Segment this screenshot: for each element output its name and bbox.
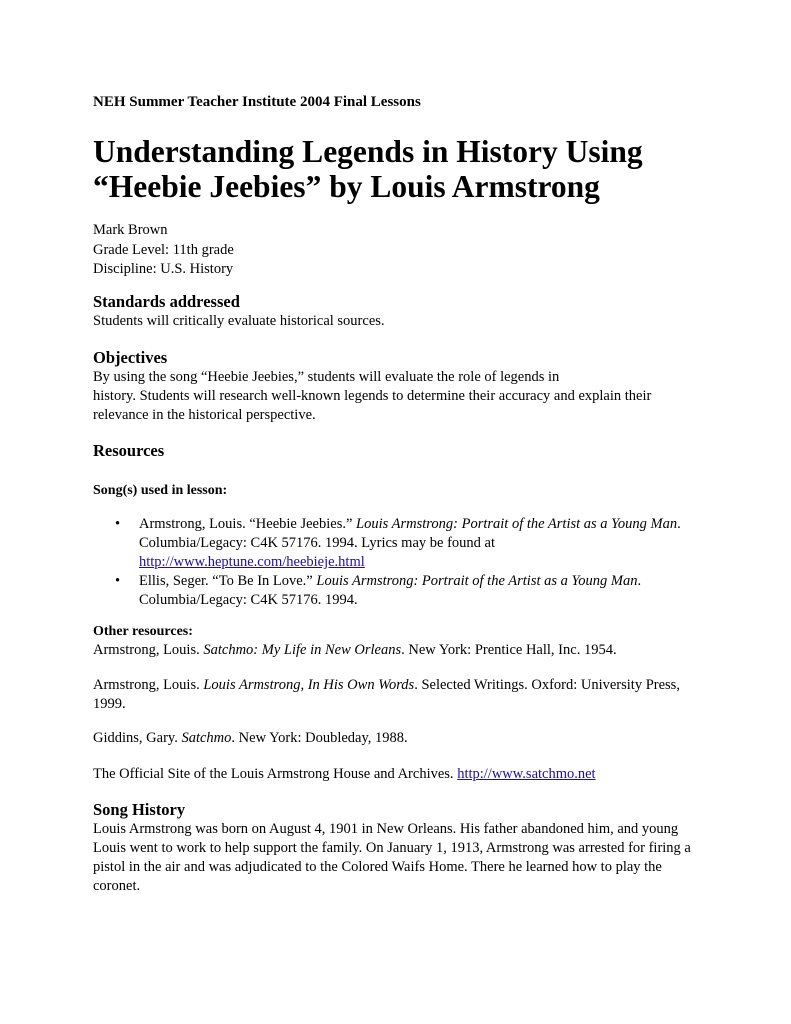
objectives-line-1: By using the song “Heebie Jeebies,” students will evaluate the role of legends in: [93, 369, 560, 385]
reference-title: Satchmo: [181, 730, 232, 746]
resources-section: [93, 441, 713, 461]
objectives-line-2: history. Students will research well-known legends to determine their accuracy and explain their relevance in the historical perspective.: [93, 388, 652, 423]
song-citation-suffix: . Columbia/Legacy: C4K 57176. 1994.: [139, 573, 642, 608]
lyrics-link[interactable]: http://www.heptune.com/heebieje.html: [139, 554, 365, 570]
song-album-title: Louis Armstrong: Portrait of the Artist as a Young Man: [316, 573, 638, 589]
reference-item: [93, 729, 713, 748]
reference-author: Armstrong, Louis.: [93, 642, 204, 658]
songs-list: [93, 515, 713, 610]
bullet-icon: •: [115, 516, 121, 532]
document-title: [93, 134, 733, 204]
other-resources-heading: Other resources:: [93, 624, 193, 639]
title-line-1: Understanding Legends in History Using: [93, 134, 643, 169]
song-item: [93, 572, 713, 610]
reference-title: Louis Armstrong, In His Own Words: [203, 677, 415, 693]
other-resources-subsection: [93, 622, 713, 660]
song-citation-prefix: Ellis, Seger. “To Be In Love.”: [139, 573, 317, 589]
standards-heading: Standards addressed: [93, 292, 240, 311]
bullet-icon: •: [115, 573, 121, 589]
reference-item: [93, 676, 693, 714]
reference-author: Giddins, Gary.: [93, 730, 182, 746]
reference-title: Satchmo: My Life in New Orleans: [203, 642, 402, 658]
reference-publisher: . Selected Writings. Oxford: University Press, 1999.: [93, 677, 680, 712]
songs-subsection: [93, 481, 713, 500]
songs-list-container: [93, 515, 713, 610]
grade-level: Grade Level: 11th grade: [93, 241, 234, 258]
standards-section: [93, 292, 713, 331]
song-history-heading: Song History: [93, 800, 186, 819]
discipline: Discipline: U.S. History: [93, 261, 234, 277]
objectives-heading: Objectives: [93, 348, 168, 367]
reference-publisher: . New York: Doubleday, 1988.: [231, 730, 408, 746]
satchmo-site-link[interactable]: http://www.satchmo.net: [457, 766, 596, 782]
official-site-reference: [93, 765, 713, 784]
title-line-2: “Heebie Jeebies” by Louis Armstrong: [93, 169, 600, 204]
reference-publisher: . New York: Prentice Hall, Inc. 1954.: [401, 642, 617, 658]
lesson-meta: [93, 221, 234, 280]
songs-heading: Song(s) used in lesson:: [93, 483, 228, 498]
reference-item: [93, 641, 713, 660]
objectives-section: [93, 348, 713, 425]
standards-text: Students will critically evaluate historical sources.: [93, 313, 385, 329]
song-album-title: Louis Armstrong: Portrait of the Artist as a Young Man: [356, 516, 678, 532]
song-history-text: Louis Armstrong was born on August 4, 1901 in New Orleans. His father abandoned him, and young Louis went to work to help support the family. On January 1, 1913, Armstrong was arrested for firing a pistol in the air and was adjudicated to the Colored Waifs Home. There he learned how to play the coronet.: [93, 821, 691, 894]
song-history-section: [93, 800, 705, 896]
resources-heading: Resources: [93, 441, 165, 460]
author-name: Mark Brown: [93, 222, 168, 238]
song-citation-prefix: Armstrong, Louis. “Heebie Jeebies.”: [139, 516, 357, 532]
official-site-text: The Official Site of the Louis Armstrong House and Archives.: [93, 766, 458, 782]
institute-heading: NEH Summer Teacher Institute 2004 Final Lessons: [93, 94, 421, 110]
song-citation-suffix: . Columbia/Legacy: C4K 57176. 1994. Lyrics may be found at: [139, 516, 681, 551]
song-item: [93, 515, 713, 572]
reference-author: Armstrong, Louis.: [93, 677, 204, 693]
